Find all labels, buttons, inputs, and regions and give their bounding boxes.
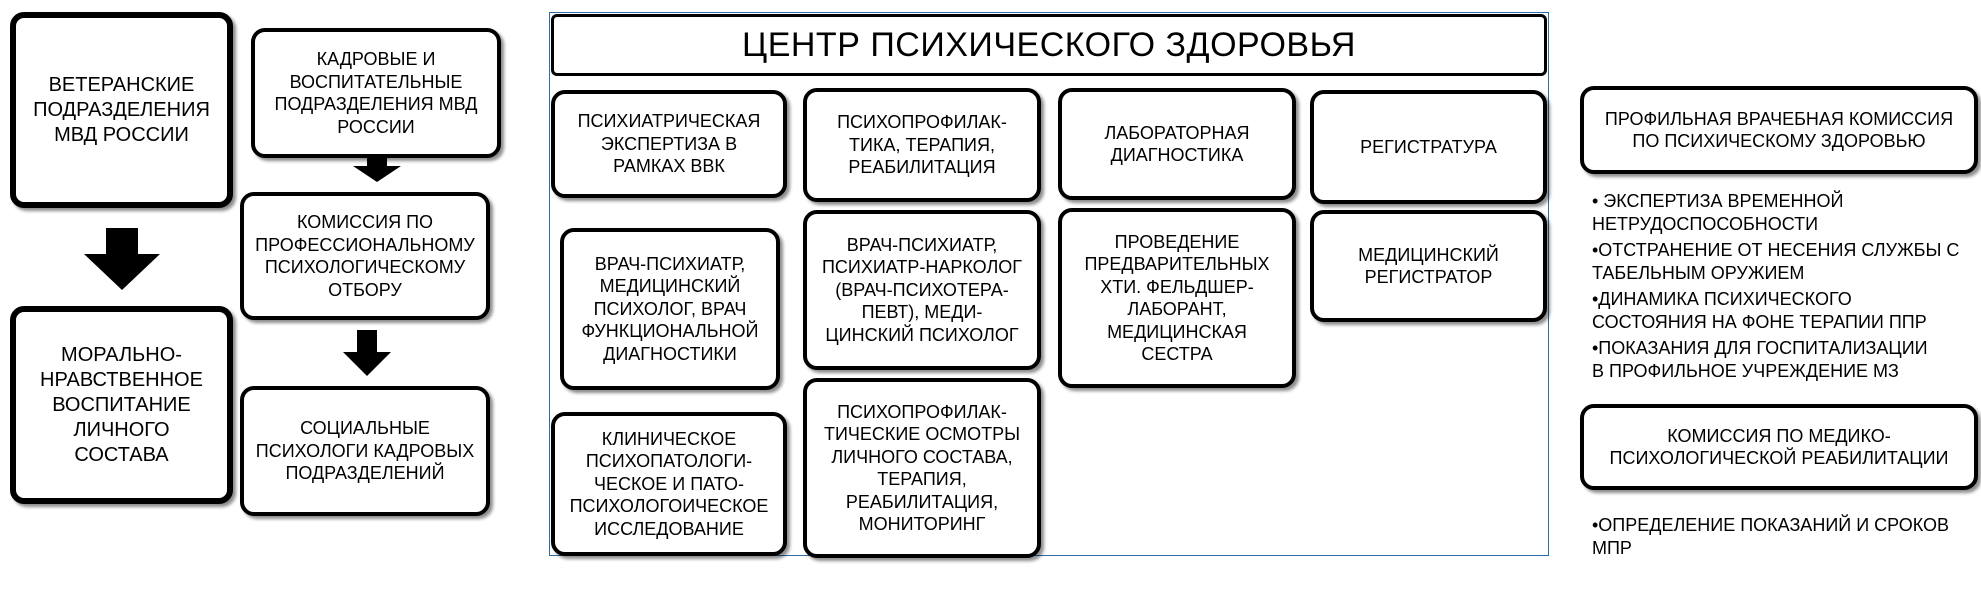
list-item: • ЭКСПЕРТИЗА ВРЕМЕННОЙ НЕТРУДОСПОСОБНОСТИ bbox=[1592, 191, 1844, 234]
examinations-label: ПСИХОПРОФИЛАК- ТИЧЕСКИЕ ОСМОТРЫ ЛИЧНОГО СОСТАВА, ТЕРАПИЯ, РЕАБИЛИТАЦИЯ, МОНИТОРИНГ bbox=[823, 401, 1021, 534]
selection-commission-box bbox=[240, 192, 490, 320]
rehab-commission-label: КОМИССИЯ ПО МЕДИКО- ПСИХОЛОГИЧЕСКОЙ РЕАБИЛИТАЦИИ bbox=[1609, 425, 1949, 468]
center-title-text: ЦЕНТР ПСИХИЧЕСКОГО ЗДОРОВЬЯ bbox=[742, 25, 1356, 64]
col1-staff-box bbox=[560, 228, 780, 390]
psychoprophylaxis-label: ПСИХОПРОФИЛАК- ТИКА, ТЕРАПИЯ, РЕАБИЛИТАЦИЯ bbox=[837, 112, 1007, 178]
registrar-box bbox=[1310, 210, 1547, 322]
lab-staff-box bbox=[1058, 208, 1296, 388]
personnel-units-label: КАДРОВЫЕ И ВОСПИТАТЕЛЬНЫЕ ПОДРАЗДЕЛЕНИЯ МВД РОССИИ bbox=[274, 49, 478, 137]
psychoprophylaxis-box bbox=[803, 88, 1041, 202]
col2-staff-box bbox=[803, 210, 1041, 370]
lab-staff-label: ПРОВЕДЕНИЕ ПРЕДВАРИТЕЛЬНЫХ ХТИ. ФЕЛЬДШЕР- ЛАБОРАНТ, МЕДИЦИНСКАЯ СЕСТРА bbox=[1084, 231, 1270, 364]
registry-label: РЕГИСТРАТУРА bbox=[1360, 136, 1497, 157]
profile-commission-label: ПРОФИЛЬНАЯ ВРАЧЕБНАЯ КОМИССИЯ ПО ПСИХИЧЕСКОМУ ЗДОРОВЬЮ bbox=[1604, 108, 1954, 151]
list-item: •ОПРЕДЕЛЕНИЕ ПОКАЗАНИЙ И СРОКОВ МПР bbox=[1592, 515, 1950, 558]
moral-education-label: МОРАЛЬНО- НРАВСТВЕННОЕ ВОСПИТАНИЕ ЛИЧНОГО СОСТАВА bbox=[40, 343, 203, 466]
veteran-units-box bbox=[10, 12, 233, 208]
lab-diagnostics-label: ЛАБОРАТОРНАЯ ДИАГНОСТИКА bbox=[1104, 122, 1250, 165]
center-title bbox=[551, 14, 1547, 76]
selection-commission-label: КОМИССИЯ ПО ПРОФЕССИОНАЛЬНОМУ ПСИХОЛОГИЧЕСКОМУ ОТБОРУ bbox=[255, 212, 475, 300]
moral-education-box bbox=[10, 306, 233, 504]
arrow-down-icon bbox=[353, 158, 401, 182]
lab-diagnostics-box bbox=[1058, 88, 1296, 200]
arrow-down-icon bbox=[84, 228, 160, 290]
examinations-box bbox=[803, 378, 1041, 558]
clinical-research-label: КЛИНИЧЕСКОЕ ПСИХОПАТОЛОГИ- ЧЕСКОЕ И ПАТО- ПСИХОЛОГОИЧЕСКОЕ ИССЛЕДОВАНИЕ bbox=[569, 428, 769, 539]
rehab-commission-box bbox=[1580, 404, 1978, 490]
profile-commission-box bbox=[1580, 86, 1978, 174]
psychiatric-expertise-box bbox=[551, 90, 787, 198]
veteran-units-label: ВЕТЕРАНСКИЕ ПОДРАЗДЕЛЕНИЯ МВД РОССИИ bbox=[33, 73, 210, 146]
rehab-commission-list bbox=[1592, 514, 1980, 563]
social-psychologists-label: СОЦИАЛЬНЫЕ ПСИХОЛОГИ КАДРОВЫХ ПОДРАЗДЕЛЕНИЙ bbox=[255, 418, 475, 484]
col1-staff-label: ВРАЧ-ПСИХИАТР, МЕДИЦИНСКИЙ ПСИХОЛОГ, ВРАЧ ФУНКЦИОНАЛЬНОЙ ДИАГНОСТИКИ bbox=[581, 253, 759, 364]
psychiatric-expertise-label: ПСИХИАТРИЧЕСКАЯ ЭКСПЕРТИЗА В РАМКАХ ВВК bbox=[577, 111, 761, 177]
clinical-research-box bbox=[551, 412, 787, 556]
list-item: •ПОКАЗАНИЯ ДЛЯ ГОСПИТАЛИЗАЦИИ В ПРОФИЛЬНОЕ УЧРЕЖДЕНИЕ МЗ bbox=[1592, 338, 1928, 381]
list-item: •ОТСТРАНЕНИЕ ОТ НЕСЕНИЯ СЛУЖБЫ С ТАБЕЛЬНЫМ ОРУЖИЕМ bbox=[1592, 240, 1960, 283]
registry-box bbox=[1310, 90, 1547, 204]
list-item: •ДИНАМИКА ПСИХИЧЕСКОГО СОСТОЯНИЯ НА ФОНЕ ТЕРАПИИ ППР bbox=[1592, 289, 1927, 332]
col2-staff-label: ВРАЧ-ПСИХИАТР, ПСИХИАТР-НАРКОЛОГ (ВРАЧ-ПСИХОТЕРА- ПЕВТ), МЕДИ- ЦИНСКИЙ ПСИХОЛОГ bbox=[821, 234, 1023, 345]
arrow-down-icon bbox=[343, 330, 391, 376]
social-psychologists-box bbox=[240, 386, 490, 516]
registrar-label: МЕДИЦИНСКИЙ РЕГИСТРАТОР bbox=[1358, 244, 1499, 287]
personnel-units-box bbox=[251, 28, 501, 158]
profile-commission-list bbox=[1592, 190, 1980, 386]
